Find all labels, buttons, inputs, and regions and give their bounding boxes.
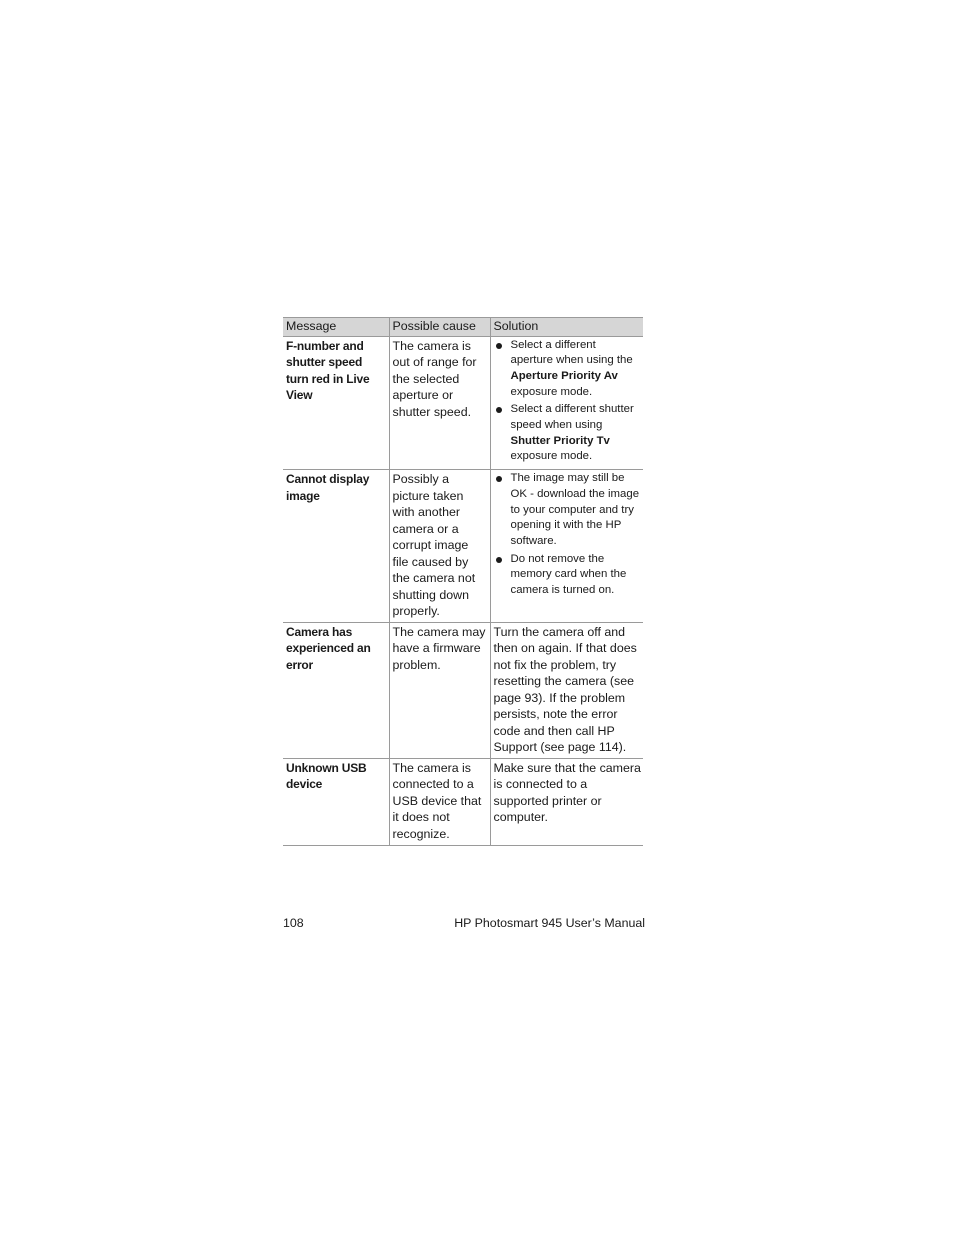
manual-title: HP Photosmart 945 User’s Manual bbox=[454, 916, 645, 930]
message-cell: Cannot display image bbox=[283, 470, 389, 623]
header-possible-cause: Possible cause bbox=[389, 318, 490, 337]
list-item: Select a different aperture when using the Aperture Priority Av exposure mode. bbox=[494, 338, 642, 401]
solution-cell bbox=[490, 336, 643, 470]
table-row bbox=[283, 622, 643, 758]
page-number: 108 bbox=[283, 916, 304, 930]
bullet-icon bbox=[496, 343, 502, 349]
message-cell: Unknown USB device bbox=[283, 758, 389, 845]
mode-name: Shutter Priority Tv bbox=[510, 434, 610, 447]
message-cell: F-number and shutter speed turn red in Live View bbox=[283, 336, 389, 470]
solution-cell: Make sure that the camera is connected to a supported printer or computer. bbox=[490, 758, 643, 845]
bullet-icon bbox=[496, 476, 502, 482]
list-item: Select a different shutter speed when using Shutter Priority Tv exposure mode. bbox=[494, 402, 642, 465]
table-row bbox=[283, 470, 643, 623]
cause-cell: The camera is connected to a USB device that it does not recognize. bbox=[389, 758, 490, 845]
mode-name: Aperture Priority Av bbox=[510, 369, 618, 382]
list-item: The image may still be OK - download the image to your computer and try opening it with the HP software. bbox=[494, 471, 642, 550]
table-header-row bbox=[283, 318, 643, 337]
solution-list bbox=[494, 338, 642, 466]
cause-cell: The camera may have a firmware problem. bbox=[389, 622, 490, 758]
message-cell: Camera has experienced an error bbox=[283, 622, 389, 758]
cause-cell: Possibly a picture taken with another camera or a corrupt image file caused by the camera not shutting down properly. bbox=[389, 470, 490, 623]
header-message: Message bbox=[283, 318, 389, 337]
bullet-icon bbox=[496, 407, 502, 413]
table-row bbox=[283, 758, 643, 845]
solution-cell: Turn the camera off and then on again. If that does not fix the problem, try resetting the camera (see page 93). If the problem persists, note the error code and then call HP Support (see page 114). bbox=[490, 622, 643, 758]
solution-cell bbox=[490, 470, 643, 623]
header-solution: Solution bbox=[490, 318, 643, 337]
bullet-icon bbox=[496, 557, 502, 563]
troubleshooting-table bbox=[283, 317, 643, 846]
list-item: Do not remove the memory card when the camera is turned on. bbox=[494, 552, 642, 599]
solution-list bbox=[494, 471, 642, 599]
cause-cell: The camera is out of range for the selected aperture or shutter speed. bbox=[389, 336, 490, 470]
table-row bbox=[283, 336, 643, 470]
